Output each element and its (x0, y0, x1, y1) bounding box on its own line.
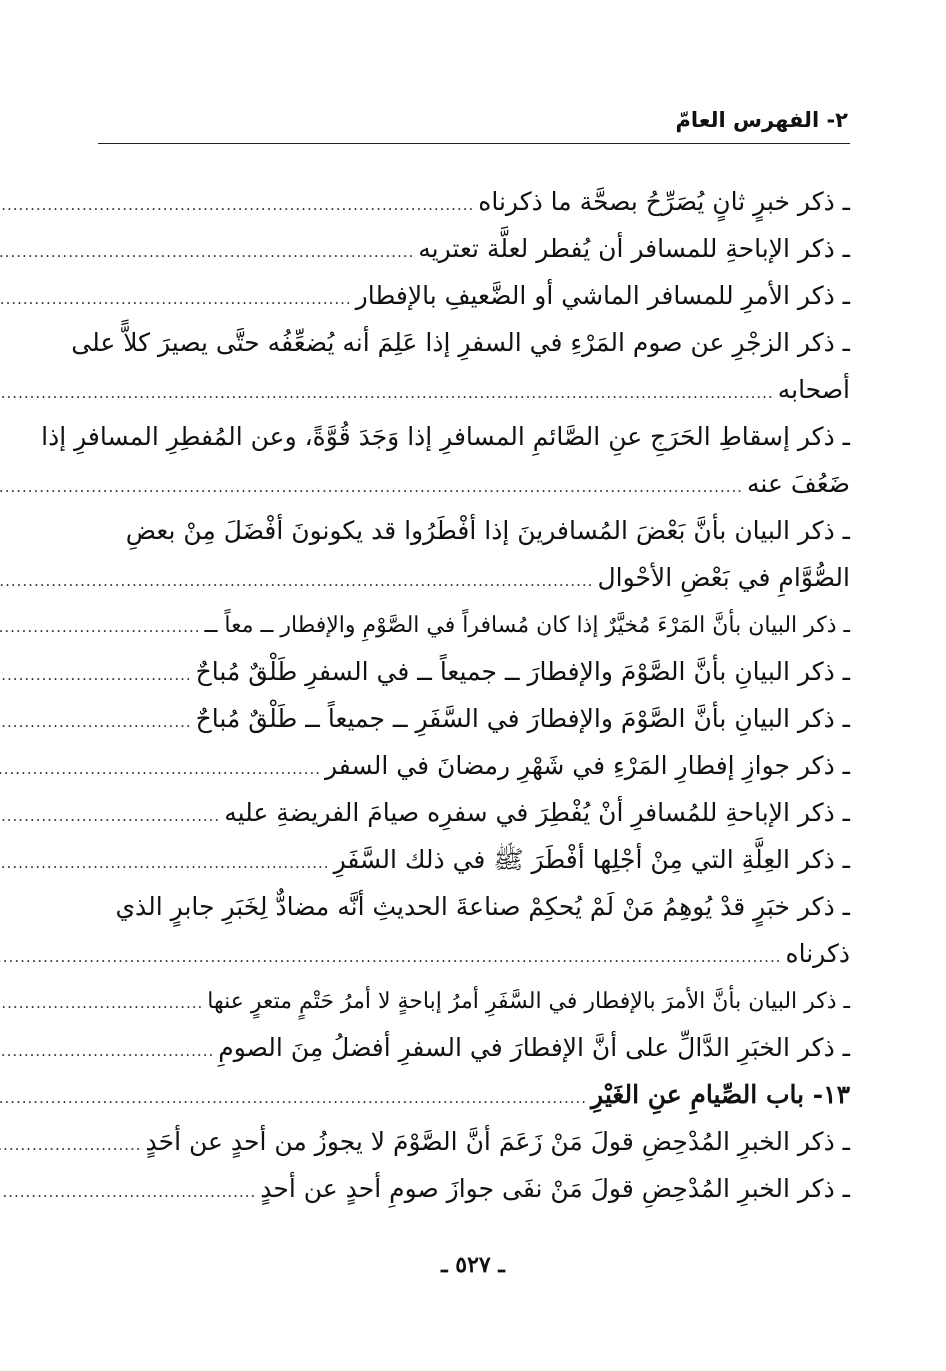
entry-text: ـ ذكر البيان بأنَّ الأمرَ بالإفطار في السَّفَرِ أمرُ إباحةٍ لا أمرُ حَتْمٍ متعرٍ عنها (207, 989, 850, 1014)
leader-dots (0, 229, 414, 276)
entry-text: ـ ذكر خبرٍ ثانٍ يُصَرِّحُ بصحَّة ما ذكرناه (478, 187, 850, 216)
index-entry (98, 742, 850, 789)
leader-dots (0, 464, 743, 511)
index-entry (41, 413, 850, 507)
entry-text: ـ ذكر خبَرٍ قدْ يُوهِمُ مَنْ لَمْ يُحكِمْ صناعةَ الحديثِ أنَّه مضادٌّ لِخَبَرِ جابرٍ الذي (115, 892, 850, 921)
index-entry (98, 601, 850, 648)
entry-line (98, 178, 850, 225)
entry-text: ـ ذكر الخبَرِ الدَّالِّ على أنَّ الإفطارَ في السفرِ أفضلُ مِنَ الصومِ (218, 1033, 850, 1062)
index-entry (98, 225, 850, 272)
leader-dots (0, 370, 774, 417)
running-header: ٢- الفهرس العامّ (675, 108, 848, 132)
entry-line (98, 1071, 850, 1118)
index-entry (98, 789, 850, 836)
leader-dots (0, 558, 593, 605)
index-entry (98, 507, 850, 601)
entry-line (98, 695, 850, 742)
entry-line (98, 1165, 850, 1212)
entry-line (71, 319, 850, 366)
entry-text: ـ ذكر الزجْرِ عن صوم المَرْءِ في السفرِ إذا عَلِمَ أنه يُضعِّفُه حتَّى يصيرَ كلاًّ على (71, 328, 850, 357)
entry-line (98, 930, 850, 977)
index-entry (71, 319, 850, 413)
entry-line (98, 648, 850, 695)
entry-text: ضَعُفَ عنه (747, 469, 850, 498)
leader-dots (0, 793, 220, 840)
index-entry (98, 1118, 850, 1165)
leader-dots (0, 746, 321, 793)
entry-line (98, 1024, 850, 1071)
leader-dots (0, 276, 352, 323)
leader-dots (0, 699, 192, 746)
entry-text: ـ ذكر البيانِ بأنَّ الصَّوْمَ والإفطارَ في السَّفَرِ ــ جميعاً ــ طَلْقٌ مُباحٌ (195, 704, 850, 733)
entry-text: ـ ذكر البيان بأنَّ المَرْءَ مُخيَّرٌ إذا كان مُسافراً في الصَّوْمِ والإفطار ــ معاً ــ (204, 613, 850, 638)
entry-line (98, 366, 850, 413)
entry-line (98, 554, 850, 601)
entry-text: أصحابه (777, 375, 850, 404)
entry-line (98, 836, 850, 883)
leader-dots (0, 604, 201, 651)
entry-text: ـ ذكر إسقاطِ الحَرَجِ عنِ الصَّائمِ المسافرِ إذا وَجَدَ قُوَّةً، وعن المُفطِرِ المسافرِ إذا (41, 422, 850, 451)
index-entry (98, 272, 850, 319)
entry-text: ـ ذكر البيان بأنَّ بَعْضَ المُسافرينَ إذا أفْطَرُوا قد يكونونَ أفْضَلَ مِنْ بعضِ (125, 516, 850, 545)
entry-line (98, 977, 850, 1024)
entry-line (98, 507, 850, 554)
entry-text: ـ ذكر البيانِ بأنَّ الصَّوْمَ والإفطارَ ــ جميعاً ــ في السفرِ طَلْقٌ مُباحٌ (195, 657, 850, 686)
index-entry (98, 695, 850, 742)
entry-text: ـ ذكر الإباحةِ للمسافر أن يُفطر لعلَّة تعتريه (418, 234, 850, 263)
index-entries (41, 178, 850, 1212)
index-entry (98, 1024, 850, 1071)
entry-text: ـ ذكر جوازِ إفطارِ المَرْءِ في شَهْرِ رمضانَ في السفر (325, 751, 850, 780)
entry-line (98, 883, 850, 930)
section-heading-entry (98, 1071, 850, 1118)
entry-text: ـ ذكر الأمرِ للمسافر الماشي أو الضَّعيفِ بالإفطار (355, 281, 850, 310)
index-entry (98, 1165, 850, 1212)
index-entry (98, 883, 850, 977)
entry-line (98, 601, 850, 648)
entry-text: ـ ذكر العِلَّةِ التي مِنْ أجْلِها أفْطَرَ ﷺ في ذلك السَّفَرِ (333, 845, 850, 874)
entry-line (98, 1118, 850, 1165)
entry-text: ـ ذكر الخبرِ المُدْحِضِ قولَ مَنْ نفَى جوازَ صومِ أحدٍ عن أحدٍ (260, 1174, 850, 1203)
leader-dots (0, 182, 474, 229)
index-entry (98, 178, 850, 225)
leader-dots (0, 1028, 214, 1075)
entry-line (41, 413, 850, 460)
leader-dots (0, 1075, 587, 1122)
header-rule (98, 143, 850, 144)
leader-dots (0, 1122, 142, 1169)
index-entry (98, 977, 850, 1024)
leader-dots (0, 980, 203, 1027)
leader-dots (0, 840, 330, 887)
entry-line (98, 225, 850, 272)
leader-dots (0, 652, 192, 699)
index-entry (98, 836, 850, 883)
entry-text: ـ ذكر الخبرِ المُدْحِضِ قولَ مَنْ زَعَمَ أنَّ الصَّوْمَ لا يجوزُ من أحدٍ عن أحَدٍ (145, 1127, 850, 1156)
leader-dots (0, 1169, 256, 1216)
entry-text: ـ ذكر الإباحةِ للمُسافرِ أنْ يُفْطِرَ في سفرِه صيامَ الفريضةِ عليه (224, 798, 850, 827)
entry-line (98, 460, 850, 507)
leader-dots (0, 934, 781, 981)
entry-text: ذكرناه (785, 939, 850, 968)
entry-line (98, 742, 850, 789)
entry-line (98, 272, 850, 319)
entry-text: الصُّوَّامِ في بَعْضِ الأحْوال (597, 563, 850, 592)
page-number: ـ ٥٢٧ ـ (441, 1252, 505, 1278)
index-entry (98, 648, 850, 695)
entry-line (98, 789, 850, 836)
entry-text: ١٣- باب الصِّيامِ عنِ الغَيْرِ (591, 1080, 850, 1109)
